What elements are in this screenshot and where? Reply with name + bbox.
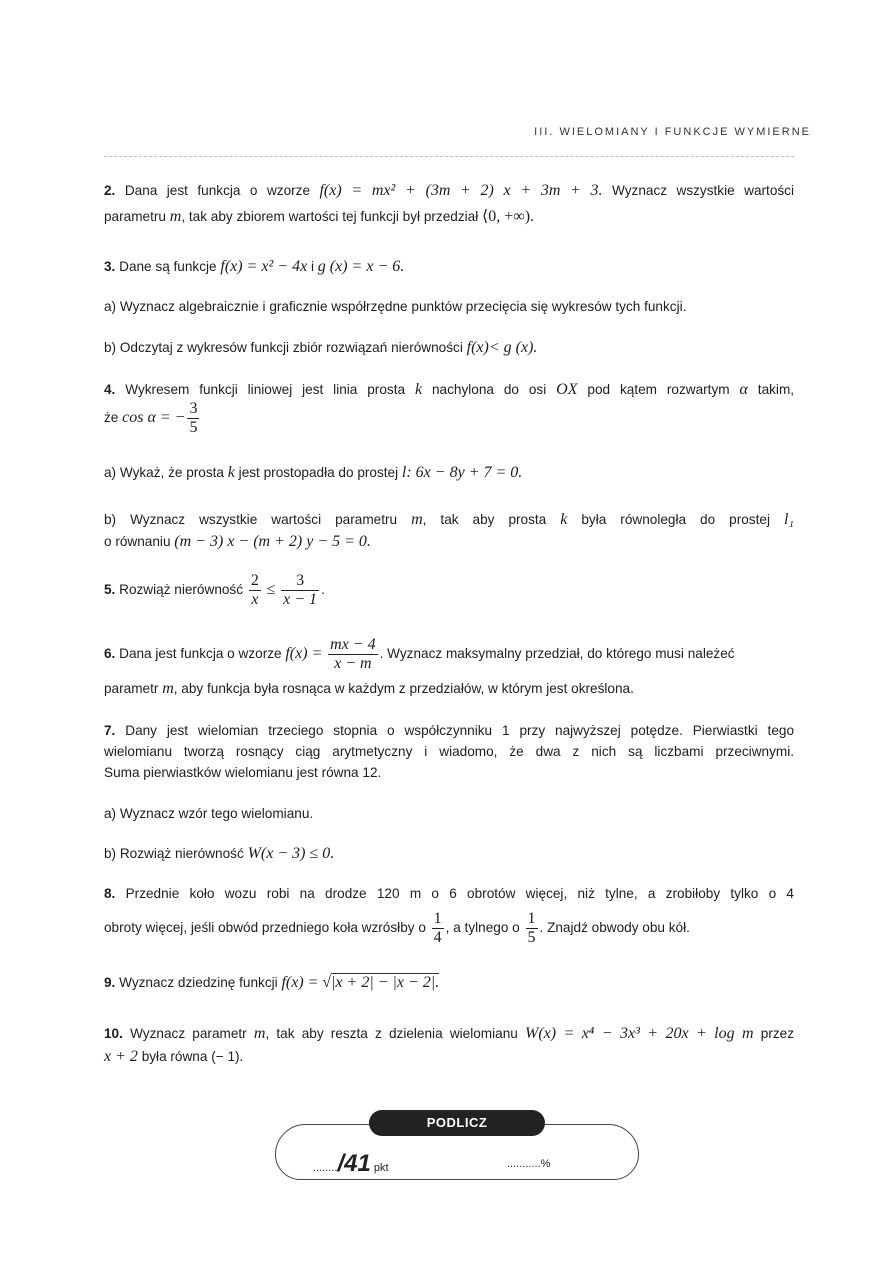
task-3-and: i [310, 259, 314, 274]
task-8-text-3: , a tylnego o [445, 920, 520, 936]
score-box [275, 1106, 645, 1184]
task-6-text: Dana jest funkcja o wzorze [119, 646, 282, 662]
percent-sign: % [540, 1158, 551, 1170]
task-4a-line: l: 6x − 8y + 7 = 0. [401, 464, 523, 481]
task-2-text-2: Wyznacz wszystkie wartości [612, 183, 794, 198]
task-4a-k: k [227, 464, 235, 481]
task-4b-text-4: o równaniu [104, 534, 171, 549]
task-4a-text: a) Wykaż, że prosta [104, 465, 224, 480]
task-10-text: Wyznacz parametr [130, 1026, 247, 1041]
task-4a [104, 462, 794, 483]
task-10-m: m [253, 1025, 266, 1042]
task-4b-equation: (m − 3) x − (m + 2) y − 5 = 0. [174, 533, 371, 550]
task-7-text-1: Dany jest wielomian trzeciego stopnia o współczynniku 1 przy najwyższej potędze. Pierwiastki tego [125, 723, 795, 738]
task-4-line-2 [104, 400, 794, 437]
task-6-f: f(x) = [285, 645, 323, 663]
task-2-interval: ⟨0, +∞). [482, 208, 535, 225]
task-8-text-2: obroty więcej, jeśli obwód przedniego koła wzrósłby o [104, 920, 426, 936]
task-8-text-1: Przednie koło wozu robi na drodze 120 m o 6 obrotów więcej, niż tylne, a zrobiłoby tylko o 4 [125, 886, 794, 901]
task-4-k: k [414, 381, 423, 398]
task-8-fraction-2: $\frac{1}{5}$ [527, 910, 536, 946]
task-8-number: 8. [104, 886, 116, 901]
task-9 [104, 972, 794, 993]
task-10-text-3: przez [760, 1026, 795, 1041]
task-3a: a) Wyznacz algebraicznie i graficznie współrzędne punktów przecięcia się wykresów tych funkcji. [104, 299, 687, 314]
task-3b-inequality: f(x)< g (x). [466, 339, 538, 356]
task-2-number: 2. [104, 183, 116, 198]
task-3-g: g (x) = x − 6. [317, 258, 405, 275]
task-7b-text: b) Rozwiąż nierówność [104, 846, 244, 861]
task-4b-k: k [560, 511, 568, 528]
task-6-fraction: $\frac{mx - 4}{x - m}$ [330, 636, 376, 672]
task-4-line-1 [104, 379, 794, 400]
task-10-divisor: x + 2 [104, 1048, 138, 1065]
task-7b [104, 843, 794, 864]
task-7a: a) Wyznacz wzór tego wielomianu. [104, 806, 314, 821]
task-5-le: ≤ [266, 581, 276, 599]
task-4-text: Wykresem funkcji liniowej jest linia prosta [125, 382, 406, 397]
task-2-text-3: parametru [104, 209, 166, 224]
task-6-text-2: . Wyznacz maksymalny przedział, do którego musi należeć [379, 646, 735, 662]
points-unit: pkt [373, 1162, 389, 1174]
task-6-text-3: parametr [104, 681, 159, 696]
task-4-text-2: nachylona do osi [431, 382, 547, 397]
task-8-text-4: . Znajdź obwody obu kół. [539, 920, 690, 936]
task-6-number: 6. [104, 646, 116, 662]
task-9-text: Wyznacz dziedzinę funkcji [119, 975, 278, 990]
task-4-text-5: że [104, 410, 119, 426]
header-divider [104, 156, 794, 157]
task-3-number: 3. [104, 259, 116, 274]
task-9-radicand: |x + 2| − |x − 2|. [331, 974, 440, 991]
task-5: 5. Rozwiąż nierówność $\frac{2}{x}$ ≤ $\frac{3}{x - 1}$ . [104, 572, 325, 608]
task-6-line-2 [104, 678, 794, 699]
points-field: ......../41 pkt [313, 1150, 389, 1177]
task-5-number: 5. [104, 582, 116, 598]
task-4b-text: b) Wyznacz wszystkie wartości parametru [104, 512, 398, 527]
task-10-line-2 [104, 1046, 794, 1067]
task-3-line-1 [104, 256, 794, 277]
task-4b-line-2 [104, 531, 794, 552]
task-3-f: f(x) = x² − 4x [220, 258, 308, 275]
task-10-text-2: , tak aby reszta z dzielenia wielomianu [265, 1026, 518, 1041]
task-4b-l1: l₁ [783, 511, 794, 528]
task-10-polynomial: W(x) = x⁴ − 3x³ + 20x + log m [525, 1025, 754, 1042]
task-7-line-2: wielomianu tworzą rosnący ciąg arytmetyczny i wiadomo, że dwa z nich są liczbami przeciwnymi. [104, 744, 794, 759]
percent-field: ...........% [507, 1158, 551, 1170]
points-total: /41 [337, 1150, 371, 1177]
task-2-text: Dana jest funkcja o wzorze [124, 183, 311, 198]
page-header: III. WIELOMIANY I FUNKCJE WYMIERNE [534, 126, 811, 138]
task-4-number: 4. [104, 382, 116, 397]
task-10-text-4: była równa (− 1). [141, 1049, 244, 1064]
task-3b-text: b) Odczytaj z wykresów funkcji zbiór rozwiązań nierówności [104, 340, 463, 355]
task-6-text-4: , aby funkcja była rosnąca w każdym z przedziałów, w którym jest określona. [173, 681, 634, 696]
task-6-m: m [162, 680, 174, 697]
task-9-number: 9. [104, 975, 116, 990]
task-4a-text-2: jest prostopadła do prostej [238, 465, 399, 480]
task-3-text: Dane są funkcje [119, 259, 217, 274]
task-5-text: Rozwiąż nierówność [119, 582, 244, 598]
task-10-line-1 [104, 1023, 794, 1044]
task-4-text-3: pod kątem rozwartym [587, 382, 730, 397]
task-7-number: 7. [104, 723, 116, 738]
task-8-line-2 [104, 910, 794, 947]
task-2-text-4: , tak aby zbiorem wartości tej funkcji był przedział [181, 209, 479, 224]
task-5-fraction-2: $\frac{3}{x - 1}$ [283, 572, 318, 608]
task-2-line-1 [104, 180, 794, 201]
sqrt-icon: √ [322, 974, 332, 991]
task-2-param: m [169, 208, 182, 225]
task-7-line-1 [104, 720, 794, 741]
score-title: PODLICZ [369, 1110, 545, 1136]
task-4b-line-1 [104, 509, 794, 530]
task-4b-text-3: była równoległa do prostej [581, 512, 770, 527]
task-10-number: 10. [104, 1026, 123, 1041]
task-4b-m: m [411, 511, 423, 528]
task-5-fraction-1: $\frac{2}{x}$ [250, 572, 259, 608]
task-7-line-3: Suma pierwiastków wielomianu jest równa 12. [104, 765, 382, 780]
task-9-f: f(x) = [281, 974, 319, 991]
task-8-fraction-1: $\frac{1}{4}$ [433, 910, 442, 946]
task-8-line-1 [104, 883, 794, 904]
task-4-text-4: takim, [757, 382, 795, 397]
task-4-fraction: $\frac{3}{5}$ [189, 400, 198, 436]
task-6-line-1 [104, 636, 794, 673]
task-2-formula: f(x) = mx² + (3m + 2) x + 3m + 3. [319, 182, 603, 199]
task-4-alpha: α [739, 381, 748, 398]
task-2-line-2 [104, 206, 794, 227]
task-3b [104, 337, 794, 358]
task-4-ox: OX [556, 381, 578, 398]
task-4-cos: cos α = − [122, 409, 186, 427]
task-4b-text-2: , tak aby prosta [422, 512, 547, 527]
task-7b-inequality: W(x − 3) ≤ 0. [247, 845, 335, 862]
